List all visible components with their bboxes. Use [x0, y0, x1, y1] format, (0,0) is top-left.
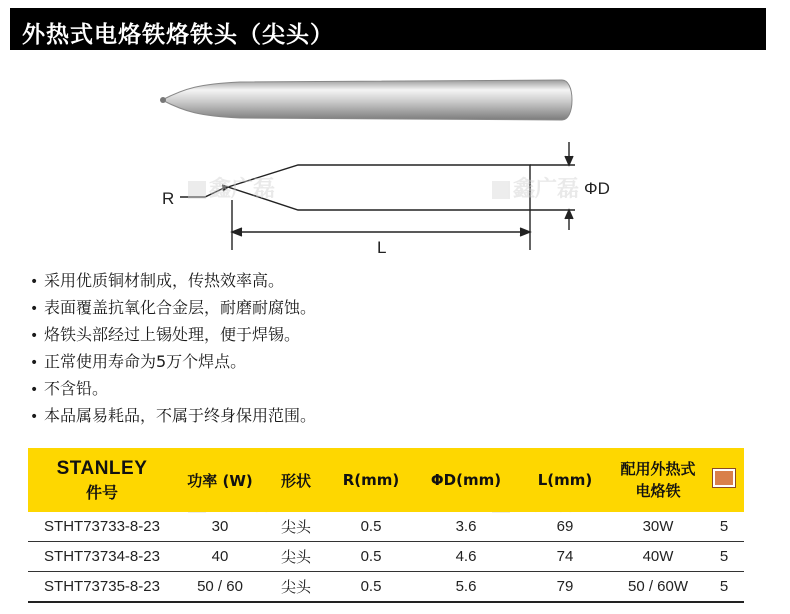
feature-item: • 表面覆盖抗氧化合金层，耐磨耐腐蚀。: [30, 298, 317, 317]
feature-item: • 采用优质铜材制成，传热效率高。: [30, 271, 285, 290]
page-title: 外热式电烙铁烙铁头（尖头）: [22, 22, 334, 48]
title-banner: [10, 8, 766, 50]
technical-drawing: [180, 142, 575, 250]
col-iron: 配用外热式电烙铁: [620, 460, 696, 500]
col-shape: 形状: [280, 471, 311, 490]
label-r: R: [162, 189, 175, 208]
watermark-logo: 鑫广磊: [492, 172, 579, 203]
box-icon: [713, 469, 735, 487]
col-d: ΦD(mm): [430, 471, 502, 489]
label-d: ΦD: [584, 179, 610, 198]
table-row: STHT73734-8-23 40 尖头 0.5 4.6 74 40W 5: [28, 542, 744, 572]
col-r: R(mm): [342, 471, 400, 489]
table-row: STHT73733-8-23 30 尖头 0.5 3.6 69 30W 5: [28, 512, 744, 542]
feature-item: • 正常使用寿命为5万个焊点。: [30, 352, 247, 371]
label-l: L: [377, 238, 387, 257]
col-power: 功率 (W): [187, 471, 253, 490]
feature-item: • 不含铅。: [30, 379, 109, 398]
spec-table: [28, 448, 744, 603]
col-part-no: STANLEY 件号: [28, 448, 176, 512]
feature-item: • 本品属易耗品，不属于终身保用范围。: [30, 406, 317, 425]
feature-list: [30, 268, 316, 430]
stanley-logo: STANLEY: [56, 457, 148, 479]
watermark-logo: 鑫广磊: [492, 486, 579, 517]
soldering-tip-photo: [160, 80, 572, 120]
col-pack: [704, 448, 744, 512]
product-drawing: [0, 60, 790, 260]
table-header-row: [28, 448, 744, 512]
feature-item: • 烙铁头部经过上锡处理，便于焊锡。: [30, 325, 301, 344]
table-row: STHT73735-8-23 50 / 60 尖头 0.5 5.6 79 50 / 60W 5: [28, 572, 744, 603]
watermark-logo: 鑫广磊: [188, 172, 275, 203]
col-l: L(mm): [537, 471, 593, 489]
watermark-logo: 鑫广磊: [188, 486, 275, 517]
